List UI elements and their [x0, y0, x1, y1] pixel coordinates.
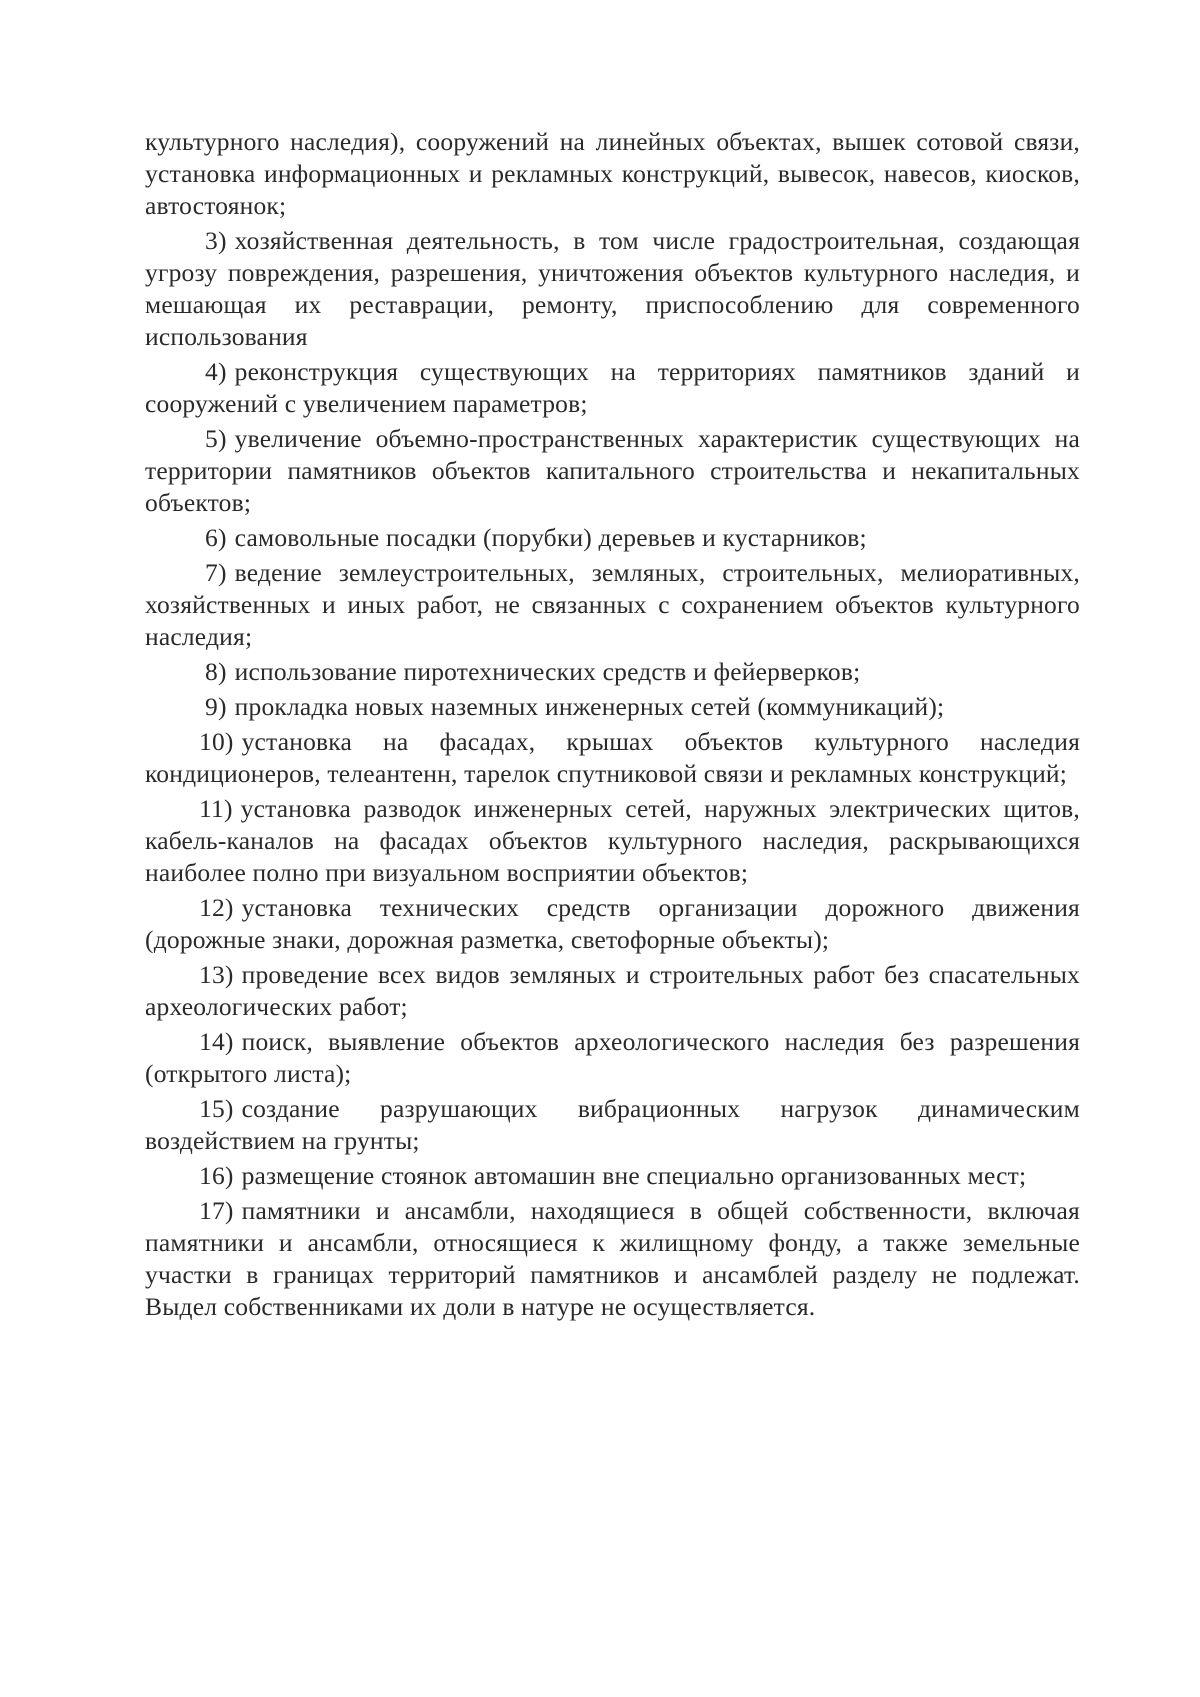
item-number: 3): [205, 226, 227, 255]
item-number: 7): [205, 558, 227, 587]
item-text: ведение землеустроительных, земляных, строительных, мелиоративных, хозяйственных и иных работ, не связанных с сохранением объектов культурного наследия;: [145, 558, 1080, 651]
list-item: [145, 1026, 1080, 1090]
item-number: 5): [205, 424, 227, 453]
item-number: 10): [199, 727, 234, 756]
item-text: хозяйственная деятельность, в том числе градостроительная, создающая угрозу повреждения, разрешения, уничтожения объектов культурного наследия, и мешающая их реставрации, ремонту, приспособлению для современного использования: [145, 226, 1080, 351]
item-text: установка на фасадах, крышах объектов культурного наследия кондиционеров, телеантенн, тарелок спутниковой связи и рекламных конструкций;: [145, 727, 1080, 788]
continuation-paragraph: культурного наследия), сооружений на линейных объектах, вышек сотовой связи, установка информационных и рекламных конструкций, вывесок, навесов, киосков, автостоянок;: [145, 127, 1080, 220]
list-item: [145, 793, 1080, 889]
item-number: 4): [205, 357, 227, 386]
item-number: 13): [199, 960, 234, 989]
item-text: поиск, выявление объектов археологического наследия без разрешения (открытого листа);: [145, 1027, 1080, 1088]
list-item: [145, 691, 1080, 723]
item-text: проведение всех видов земляных и строительных работ без спасательных археологических работ;: [145, 960, 1080, 1021]
item-text: установка технических средств организации дорожного движения (дорожные знаки, дорожная разметка, светофорные объекты);: [145, 893, 1080, 954]
list-item: [145, 522, 1080, 554]
item-number: 17): [199, 1196, 234, 1225]
item-text: самовольные посадки (порубки) деревьев и кустарников;: [234, 523, 867, 552]
item-text: увеличение объемно-пространственных характеристик существующих на территории памятников объектов капитального строительства и некапитальных объектов;: [145, 424, 1080, 517]
item-number: 6): [205, 523, 227, 552]
list-item: [145, 959, 1080, 1023]
list-item: [145, 656, 1080, 688]
item-number: 11): [199, 794, 233, 823]
document-body: [145, 126, 1080, 1326]
list-item: [145, 356, 1080, 420]
item-number: 12): [199, 893, 234, 922]
item-text: прокладка новых наземных инженерных сетей (коммуникаций);: [234, 692, 945, 721]
item-text: установка разводок инженерных сетей, наружных электрических щитов, кабель-каналов на фасадах объектов культурного наследия, раскрывающихся наиболее полно при визуальном восприятии объектов;: [145, 794, 1080, 887]
item-number: 9): [205, 692, 227, 721]
item-number: 15): [199, 1094, 234, 1123]
list-item: [145, 892, 1080, 956]
list-item: [145, 1093, 1080, 1157]
list-item: [145, 423, 1080, 519]
item-text: создание разрушающих вибрационных нагрузок динамическим воздействием на грунты;: [145, 1094, 1080, 1155]
item-text: реконструкция существующих на территориях памятников зданий и сооружений с увеличением параметров;: [145, 357, 1080, 418]
list-item: [145, 726, 1080, 790]
item-text: размещение стоянок автомашин вне специально организованных мест;: [241, 1161, 1027, 1190]
item-text: памятники и ансамбли, находящиеся в общей собственности, включая памятники и ансамбли, относящиеся к жилищному фонду, а также земельные участки в границах территорий памятников и ансамблей разделу не подлежат. Выдел собственниками их доли в натуре не осуществляется.: [145, 1196, 1080, 1321]
list-item: [145, 1160, 1080, 1192]
list-item: [145, 1195, 1080, 1323]
item-number: 14): [199, 1027, 234, 1056]
list-item: [145, 557, 1080, 653]
item-number: 16): [199, 1161, 234, 1190]
item-text: использование пиротехнических средств и фейерверков;: [234, 657, 861, 686]
item-number: 8): [205, 657, 227, 686]
list-item: [145, 225, 1080, 353]
